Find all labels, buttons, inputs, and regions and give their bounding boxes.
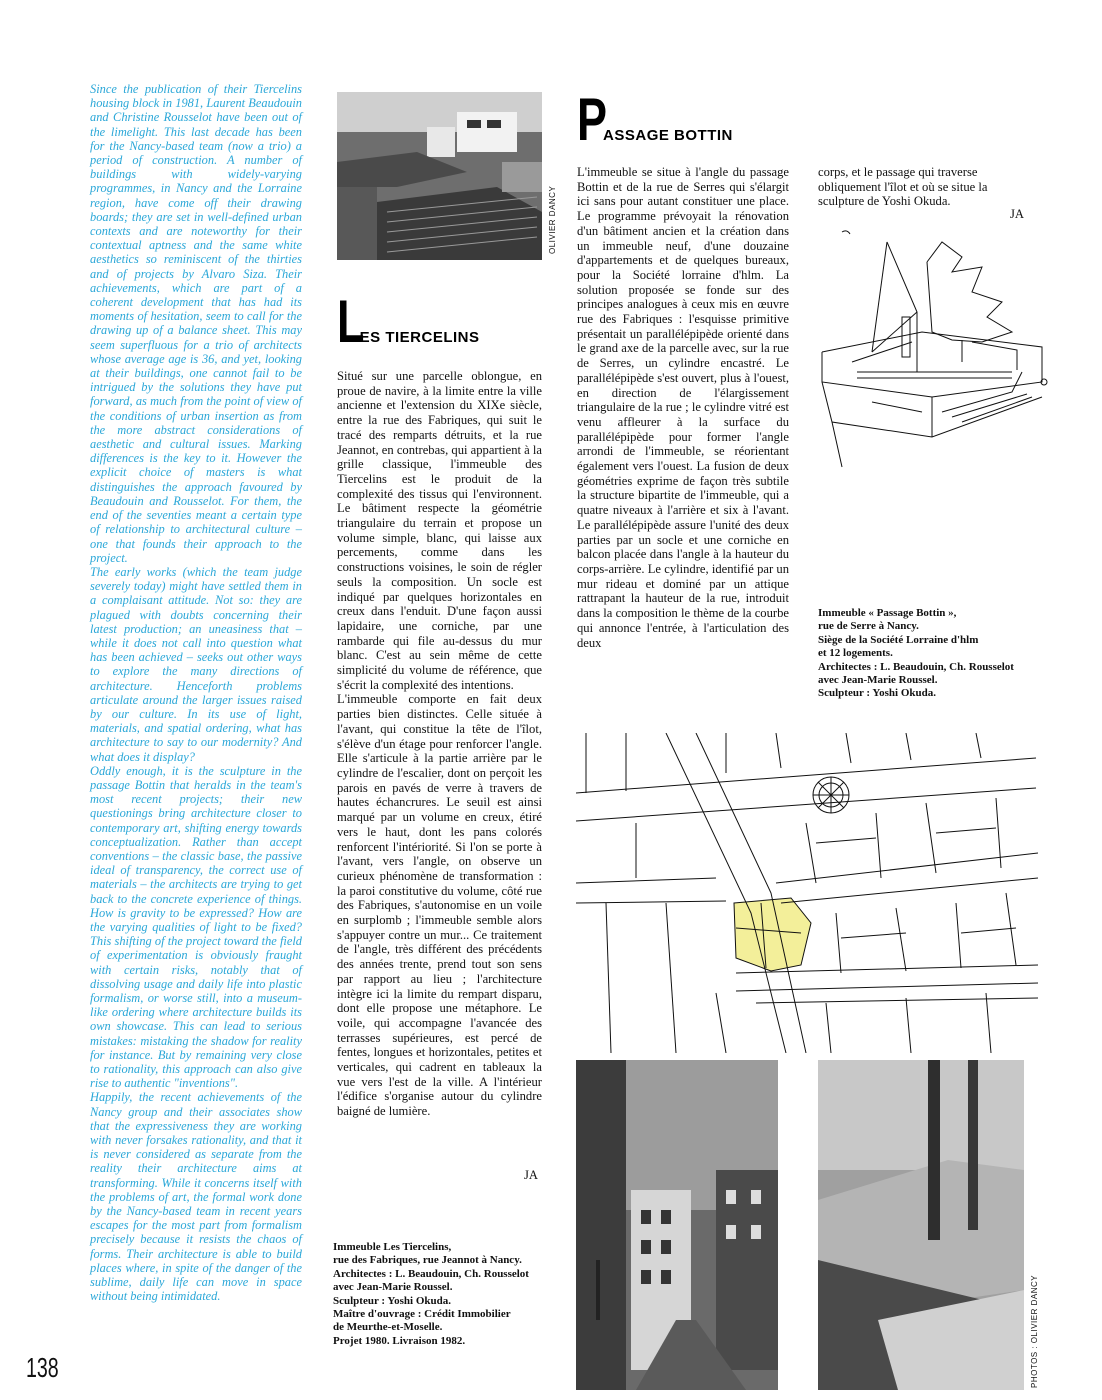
caption-line: rue des Fabriques, rue Jeannot à Nancy.	[333, 1254, 522, 1267]
caption-line: avec Jean-Marie Roussel.	[333, 1281, 453, 1294]
caption-line: Sculpteur : Yoshi Okuda.	[333, 1294, 451, 1307]
bottin-article-continued	[818, 165, 1028, 209]
heading-initial: L	[337, 288, 365, 355]
tiercelins-caption	[333, 1241, 529, 1348]
article-paragraph: L'immeuble comporte en fait deux parties bien distinctes. Celle située à l'avant, qui constitue la tête de l'îlot, s'élève d'un étage pour renforcer l'angle. Elle s'articule à la partie arrière par le cylindre de l'escalier, dont on perçoit les parois en pavés de verre à travers de hautes échancrures. Le seuil est ainsi marqué par un volume en creux, étiré vers le haut, dont les pans colorés renforcent l'intériorité. Si l'on se porte à l'avant, vers l'angle, on observe un curieux phénomène de transformation : la paroi constitutive du volume, côté rue des Fabriques, s'autonomise en un voile en surplomb ; l'immeuble semble alors s'appuyer contre un mur... Ce traitement de l'angle, très différent des précédents des années trente, prend tout son sens par rapport au lieu ; l'architecture intègre ici la limite du rempart disparu, dont elle propose une métaphore. Le voile, qui accompagne l'avancée des terrasses supérieures, est percé de fentes, longues et horizontales, petites et verticales, qui cadrent en tableaux la vue vers l'est de la ville. A l'intérieur l'édifice s'organise autour du cylindre baigné de lumière.	[337, 692, 542, 1119]
caption-line: Architectes : L. Beaudouin, Ch. Rousselot	[818, 660, 1014, 673]
english-paragraph: Happily, the recent achievements of the Nancy group and their associates show that the expressiveness they are working with never forsakes rationality, and that it is never considered as separate from the reality their architecture aims at transforming. While it concerns itself with the problems of art, the formal work done by the Nancy-based team in recent years escapes for the most part from formalism precisely because it resists the chaos of forms. Their architecture is able to build places where, in spite of the danger of the sublime, daily life can move in space without being intimidated.	[90, 1090, 302, 1304]
english-summary	[90, 82, 302, 1303]
article-paragraph: L'immeuble se situe à l'angle du passage Bottin et de la rue de Serres qui s'élargit ici sans pour autant constituer une place. Le programme prévoyait la rénovation d'un bâtiment ancien et la création dans un immeuble neuf, d'une douzaine d'appartements et de quelques bureaux, pour la Société lorraine d'hlm. La solution proposée se fonde sur des principes analogues à ceux mis en œuvre rue des Fabriques : l'esquisse primitive présentait un parallélépipède orienté dans le grand axe de la parcelle avec, sur la rue de Serres, un cylindre encastré. Le parallélépipède s'est ouvert, plus à l'ouest, en direction de l'élargissement triangulaire de la rue ; le cylindre vitré est venu affleurer à la surface du parallélépipède pour former l'angle arrondi de l'immeuble, se réorientant également vers l'ouest. La fusion de deux géométries exprime de façon très subtile la structure bipartite de l'immeuble, qui a quatre niveaux à l'arrière et six à l'avant. Le parallélépipède assure l'unité des deux parties par un socle et une corniche en balcon placée dans l'angle à la hauteur du corps-arrière. Le cylindre, identifié par un mur rideau et dominé par un attique rattrapant la hauteur de la rue, introduit dans la composition le thème de la courbe qui annonce l'entrée, à l'articulation des deux	[577, 165, 789, 650]
wall-photo-illustration	[818, 1060, 1024, 1390]
heading-text: ASSAGE BOTTIN	[603, 127, 733, 144]
caption-line: Siège de la Société Lorraine d'hlm	[818, 633, 979, 646]
english-paragraph: Oddly enough, it is the sculpture in the passage Bottin that heralds in the team's most recent projects; their new questionings bring architecture closer to contemporary art, shifting energy towards conceptualization. Rather than accept conventions – the classic base, the passive ideal of transparency, the correct use of materials – the architects are trying to get back to the concrete experience of things. How is gravity to be expressed? How are the varying qualities of light to be fixed? This shifting of the project toward the field of experimentation is obviously fraught with certain risks, notably that of dissolving usage and daily life into plastic formalism, or worse still, into a museum-like ordering where architecture builds its own showcase. This can lead to serious mistakes: mistaking the shadow for reality for instance. But by remaining very close to rationality, this approach can also give rise to authentic "inventions".	[90, 763, 302, 1091]
bottin-signature: JA	[1010, 207, 1024, 221]
caption-line: Sculpteur : Yoshi Okuda.	[818, 687, 936, 700]
english-paragraph: The early works (which the team judge severely today) might have settled them in a complaisant attitude. Not so: they are plagued with doubts concerning their latest production; an uneasiness that – while it does not call into question what has been achieved – seeks out other ways to explore the many directions of architecture. Henceforth problems articulate around the larger issues raised by our culture. In its use of light, materials, and spatial ordering, what has architecture to say to our modernity? And what does it display?	[90, 564, 302, 764]
heading-text: ES TIERCELINS	[359, 329, 480, 346]
english-paragraph: Since the publication of their Tiercelins housing block in 1981, Laurent Beaudouin and Christine Rousselot have been out of the limelight. This last decade has been for the Nancy-based team (now a trio) a period of construction. A number of buildings with widely-varying programmes, in Nancy and the Lorraine region, have come off their drawing boards; they are set in well-defined urban contexts and are noteworthy for their contextual aptness and the same white aesthetics so reminiscent of the thirties and of projects by Alvaro Siza. Their achievements, which are part of a coherent development that has had its moments of hesitation, seem to call for the drawing up of a balance sheet. This may seem superfluous for a trio of architects whose average age is 36, and yet, looking at their buildings, one cannot fail to be intrigued by the solutions they have put forward, as much from the point of view of the conditions of urban insertion as from the more abstract considerations of aesthetic and cultural issues. Marking differences is the key to it. However the explicit choice of masters is what distinguishes the approach favoured by Beaudouin and Rousselot. For them, the end of the seventies meant a certain type of relationship to architectural culture – one that founds their approach to the project.	[90, 82, 302, 565]
bottin-caption	[818, 607, 1014, 701]
caption-line: rue de Serre à Nancy.	[818, 620, 919, 633]
tiercelins-article	[337, 369, 542, 1119]
page-number: 138	[26, 1352, 59, 1383]
rooftop-photo-illustration	[337, 92, 542, 260]
street-photo-illustration	[576, 1060, 778, 1390]
site-plan-illustration	[576, 733, 1038, 1053]
street-photo	[576, 1060, 778, 1390]
axonometric-drawing	[812, 222, 1052, 472]
bottin-article	[577, 165, 789, 650]
bottin-heading	[577, 86, 733, 153]
photos-credit: PHOTOS : OLIVIER DANCY	[1030, 1274, 1039, 1388]
site-plan-map	[576, 733, 1038, 1053]
photo-credit: OLIVIER DANCY	[548, 185, 557, 254]
caption-line: Architectes : L. Beaudouin, Ch. Rousselot	[333, 1267, 529, 1280]
caption-line: avec Jean-Marie Roussel.	[818, 674, 938, 687]
tiercelins-signature: JA	[524, 1168, 538, 1182]
axonometric-illustration	[812, 222, 1052, 472]
caption-line: de Meurthe-et-Moselle.	[333, 1321, 443, 1334]
heading-initial: P	[577, 86, 608, 153]
article-paragraph: corps, et le passage qui traverse obliquement l'îlot et où se situe la sculpture de Yoshi Okuda.	[818, 165, 988, 209]
caption-line: Maître d'ouvrage : Crédit Immobilier	[333, 1308, 511, 1321]
caption-line: Immeuble Les Tiercelins,	[333, 1241, 452, 1253]
article-paragraph: Situé sur une parcelle oblongue, en proue de navire, à la limite entre la ville ancienne et l'extension du XIXe siècle, entre la rue des Fabriques, qui suit le tracé des remparts détruits, et la rue Jeannot, en contrebas, qui appartient à la grille classique, l'immeuble des Tiercelins est le produit de la complexité des tissus qui l'environnent. Le bâtiment respecte la géométrie triangulaire du terrain et propose un volume simple, blanc, qui laisse aux percements, comme dans les constructions voisines, le soin de régler seuls la composition. Un socle est indiqué par quelques horizontales en creux dans l'enduit. D'une façon aussi lapidaire, une corniche, par une rambarde qui file au-dessus du mur blanc. C'est au sein même de cette simplicité du volume de référence, que s'écrit la complexité des intentions.	[337, 369, 542, 692]
tiercelins-heading	[337, 288, 480, 355]
caption-line: Immeuble « Passage Bottin »,	[818, 607, 957, 619]
tiercelins-rooftop-photo	[337, 92, 542, 260]
wall-trees-photo	[818, 1060, 1024, 1390]
caption-line: Projet 1980. Livraison 1982.	[333, 1334, 466, 1347]
caption-line: et 12 logements.	[818, 647, 893, 660]
